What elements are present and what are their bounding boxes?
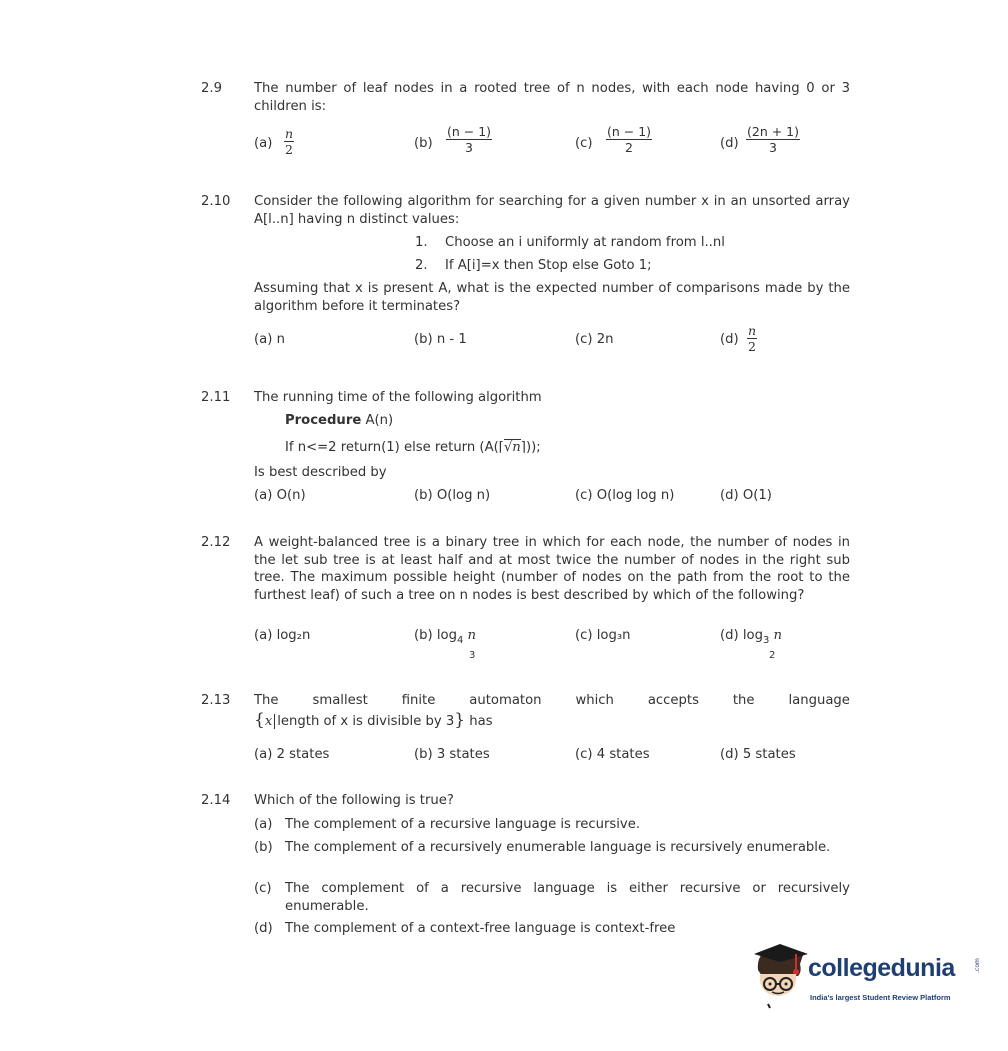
brand-name: collegedunia	[808, 954, 955, 982]
option-label: (a)	[254, 817, 273, 832]
set-variable: x	[265, 714, 275, 729]
option-label: (d)	[720, 332, 739, 347]
step-number: 1.	[415, 235, 428, 250]
word: finite	[401, 693, 436, 708]
question-number: 2.13	[201, 693, 231, 708]
denominator: 3	[465, 140, 473, 155]
option-a: (a) log₂n	[254, 628, 311, 643]
option-a: The complement of a recursive language is recursive.	[285, 817, 641, 832]
denominator: 2	[285, 142, 293, 157]
option-c: (c) 2n	[575, 332, 614, 347]
procedure-line	[285, 413, 393, 428]
option-label: (a)	[254, 136, 273, 151]
question-text: Which of the following is true?	[254, 793, 454, 808]
question-text: Is best described by	[254, 465, 387, 480]
denominator: 2	[625, 140, 633, 155]
log-argument: n	[467, 628, 477, 643]
option-label: (c)	[254, 881, 272, 896]
question-text-line	[254, 693, 850, 708]
step-text: If A[i]=x then Stop else Goto 1;	[445, 258, 652, 273]
set-condition: length of x is divisible by 3	[277, 714, 455, 729]
option-a: (a) n	[254, 332, 285, 347]
option-label: (b)	[254, 840, 273, 855]
language-set	[254, 710, 493, 730]
option-fraction	[606, 124, 652, 155]
option-c: The complement of a recursive language is either recursive or recursively enumerable.	[285, 881, 850, 914]
code-suffix: ⌉));	[520, 440, 541, 455]
option-label: (b)	[414, 136, 433, 151]
procedure-name: A(n)	[365, 413, 394, 428]
question-text: A weight-balanced tree is a binary tree in which for each node, the number of nodes in the let sub tree is at least half and at most twice the number of nodes in the right sub tree. The maximum possible height (number of nodes on the path from the root to the furthest leaf) of such a tree on n nodes is best described by which of the following?	[254, 535, 850, 603]
option-c: (c) log₃n	[575, 628, 631, 643]
brand-domain: .com	[973, 958, 981, 973]
code-prefix: If n<=2 return(1) else return (A(⌈	[285, 440, 504, 455]
brand-tagline: India's largest Student Review Platform	[810, 993, 951, 1002]
below-index: 3	[469, 650, 476, 661]
below-index: 2	[769, 650, 776, 661]
option-fraction	[747, 323, 757, 354]
question-number: 2.10	[201, 194, 231, 209]
log-base: 3	[762, 635, 770, 646]
word: language	[788, 693, 850, 708]
step-text: Choose an i uniformly at random from l..nl	[445, 235, 725, 250]
log-argument: n	[773, 628, 783, 643]
word: automaton	[469, 693, 542, 708]
option-fraction	[284, 126, 294, 157]
numerator: (n − 1)	[607, 124, 652, 139]
question-text: Assuming that x is present A, what is the expected number of comparisons made by the algorithm before it terminates?	[254, 281, 850, 314]
option-label: (b) log	[414, 628, 457, 643]
close-brace: }	[454, 710, 466, 730]
option-b: (b) 3 states	[414, 747, 490, 762]
option-a: (a) 2 states	[254, 747, 330, 762]
log-base: 4	[456, 635, 464, 646]
question-text: The running time of the following algorithm	[254, 390, 542, 405]
word: which	[575, 693, 614, 708]
word: has	[469, 714, 493, 729]
option-d: (d) 5 states	[720, 747, 796, 762]
numerator: (2n + 1)	[747, 124, 800, 139]
word: smallest	[312, 693, 368, 708]
option-c: (c) 4 states	[575, 747, 650, 762]
code-line	[285, 440, 541, 455]
procedure-keyword: Procedure	[285, 413, 362, 428]
denominator: 3	[769, 140, 777, 155]
option-b: (b) O(log n)	[414, 488, 491, 503]
option-a: (a) O(n)	[254, 488, 306, 503]
question-number: 2.9	[201, 81, 222, 96]
denominator: 2	[748, 339, 756, 354]
question-text: Consider the following algorithm for searching for a given number x in an unsorted array A[l..n] having n distinct values:	[254, 194, 850, 227]
numerator: (n − 1)	[447, 124, 492, 139]
numerator: n	[748, 323, 757, 338]
option-d: The complement of a context-free language is context-free	[285, 921, 676, 936]
option-b: (b) n - 1	[414, 332, 467, 347]
option-d	[720, 628, 783, 646]
option-label: (d)	[720, 136, 739, 151]
step-number: 2.	[415, 258, 428, 273]
collegedunia-logo	[750, 942, 980, 1012]
sqrt-expression: √n	[503, 440, 521, 455]
option-label: (c)	[575, 136, 593, 151]
option-fraction	[746, 124, 800, 155]
option-b: The complement of a recursively enumerable language is recursively enumerable.	[285, 840, 831, 855]
option-label: (d)	[254, 921, 273, 936]
numerator: n	[285, 126, 294, 141]
word: accepts	[647, 693, 699, 708]
question-number: 2.12	[201, 535, 231, 550]
option-fraction	[446, 124, 492, 155]
open-brace: {	[254, 710, 265, 730]
question-number: 2.11	[201, 390, 231, 405]
mascot-icon	[750, 942, 810, 1012]
option-d: (d) O(1)	[720, 488, 772, 503]
question-text: The number of leaf nodes in a rooted tree of n nodes, with each node having 0 or 3 children is:	[254, 81, 850, 114]
word: The	[254, 693, 279, 708]
option-b	[414, 628, 477, 646]
option-label: (d) log	[720, 628, 763, 643]
option-c: (c) O(log log n)	[575, 488, 675, 503]
question-number: 2.14	[201, 793, 231, 808]
word: the	[732, 693, 755, 708]
